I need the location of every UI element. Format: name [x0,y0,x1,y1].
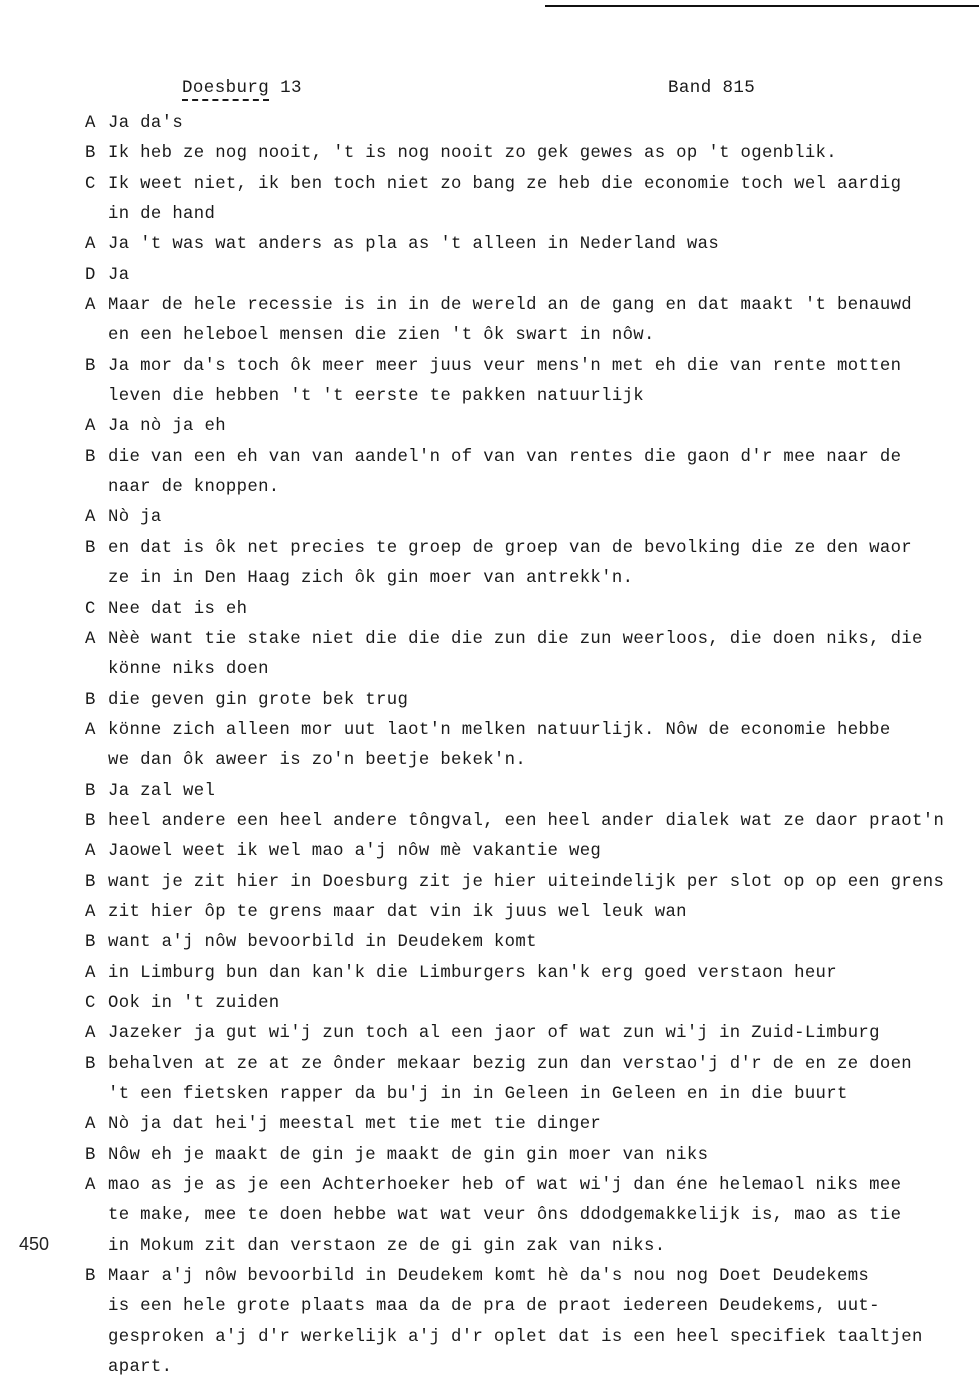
transcript-line [85,1353,965,1383]
transcript-line [85,625,965,655]
transcript-line [85,1201,965,1231]
speaker-label: A [85,1176,96,1196]
speaker-label: A [85,842,96,862]
utterance-text: Maar a'j nôw bevoorbild in Deudekem komt hè da's nou nog Doet Deudekems [108,1267,870,1287]
transcript-line [85,716,965,746]
transcript-line [85,412,965,442]
transcript-line [85,1323,965,1353]
transcript-line [85,1262,965,1292]
transcript-line [85,595,965,625]
transcript [85,109,965,1383]
page-header-left [182,78,302,98]
utterance-text: gesproken a'j d'r werkelijk a'j d'r oplet dat is een heel specifiek taaltjen [108,1327,923,1347]
utterance-text: leven die hebben 't 't eerste te pakken natuurlijk [108,387,645,407]
margin-line-number: 450 [19,1234,50,1254]
speaker-label: A [85,508,96,528]
transcript-line [85,777,965,807]
transcript-line [85,1050,965,1080]
speaker-label: B [85,781,96,801]
speaker-label: A [85,296,96,316]
transcript-line [85,807,965,837]
transcript-line [85,1110,965,1140]
transcript-line [85,321,965,351]
utterance-text: Jaowel weet ik wel mao a'j nôw mè vakantie weg [108,842,602,862]
speaker-label: A [85,235,96,255]
transcript-line [85,534,965,564]
utterance-text: Ja zal wel [108,781,216,801]
speaker-label: B [85,690,96,710]
speaker-label: C [85,599,96,619]
transcript-line [85,230,965,260]
utterance-text: en dat is ôk net precies te groep de groep van de bevolking die ze den waor [108,538,913,558]
transcript-line [85,261,965,291]
transcript-line [85,1232,965,1262]
transcript-line [85,1171,965,1201]
top-rule [545,5,979,7]
utterance-text: want je zit hier in Doesburg zit je hier uiteindelijk per slot op op een grens [108,872,945,892]
transcript-line [85,655,965,685]
transcript-line [85,170,965,200]
transcript-line [85,352,965,382]
speaker-label: A [85,114,96,133]
speaker-label: A [85,720,96,740]
utterance-text: könne zich alleen mor uut laot'n melken natuurlijk. Nôw de economie hebbe [108,720,891,740]
utterance-text: naar de knoppen. [108,478,280,498]
speaker-label: A [85,902,96,922]
speaker-label: A [85,1115,96,1135]
utterance-text: Ik heb ze nog nooit, 't is nog nooit zo gek gewes as op 't ogenblik. [108,144,837,164]
utterance-text: in de hand [108,205,216,225]
transcript-line [85,443,965,473]
transcript-line [85,200,965,230]
speaker-label: B [85,1145,96,1165]
transcript-line [85,109,965,139]
speaker-label: A [85,417,96,437]
speaker-label: B [85,1054,96,1074]
utterance-text: Ja nò ja eh [108,417,226,437]
utterance-text: Nò ja [108,508,162,528]
transcript-line [85,139,965,169]
utterance-text: ze in in Den Haag zich ôk gin moer van antrekk'n. [108,569,634,589]
utterance-text: Ik weet niet, ik ben toch niet zo bang ze heb die economie toch wel aardig [108,174,902,194]
place-number: 13 [280,78,302,98]
transcript-line [85,1292,965,1322]
utterance-text: in Limburg bun dan kan'k die Limburgers kan'k erg goed verstaon heur [108,963,837,983]
utterance-text: Nèè want tie stake niet die die die zun die zun weerloos, die doen niks, die [108,629,923,649]
utterance-text: want a'j nôw bevoorbild in Deudekem komt [108,933,537,953]
utterance-text: Ook in 't zuiden [108,993,280,1013]
speaker-label: B [85,933,96,953]
transcript-line [85,686,965,716]
transcript-line [85,837,965,867]
speaker-label: C [85,174,96,194]
transcript-line [85,928,965,958]
utterance-text: Ja 't was wat anders as pla as 't alleen in Nederland was [108,235,720,255]
utterance-text: Ja da's [108,114,184,133]
transcript-line [85,564,965,594]
speaker-label: B [85,356,96,376]
utterance-text: Nò ja dat hei'j meestal met tie met tie dinger [108,1115,602,1135]
utterance-text: te make, mee te doen hebbe wat wat veur ôns ddodgemakkelijk is, mao as tie [108,1206,902,1226]
utterance-text: die geven gin grote bek trug [108,690,409,710]
transcript-line [85,1141,965,1171]
utterance-text: die van een eh van van aandel'n of van van rentes die gaon d'r mee naar de [108,447,902,467]
place-name: Doesburg [182,78,269,101]
transcript-line [85,868,965,898]
utterance-text: heel andere een heel andere tôngval, een heel ander dialek wat ze daor praot'n [108,811,945,831]
utterance-text: Nôw eh je maakt de gin je maakt de gin gin moer van niks [108,1145,709,1165]
transcript-line [85,1080,965,1110]
transcript-line [85,503,965,533]
utterance-text: mao as je as je een Achterhoeker heb of wat wi'j dan éne helemaol niks mee [108,1176,902,1196]
speaker-label: B [85,872,96,892]
utterance-text: Jazeker ja gut wi'j zun toch al een jaor of wat zun wi'j in Zuid-Limburg [108,1024,880,1044]
transcript-line [85,291,965,321]
band-label: Band 815 [668,78,756,98]
transcript-line [85,989,965,1019]
utterance-text: könne niks doen [108,660,269,680]
speaker-label: A [85,1024,96,1044]
transcript-line [85,473,965,503]
transcript-line [85,898,965,928]
transcript-line [85,382,965,412]
utterance-text: Nee dat is eh [108,599,248,619]
utterance-text: behalven at ze at ze ônder mekaar bezig zun dan verstao'j d'r de en ze doen [108,1054,913,1074]
speaker-label: D [85,265,96,285]
speaker-label: B [85,144,96,164]
transcript-line [85,746,965,776]
speaker-label: A [85,963,96,983]
utterance-text: Maar de hele recessie is in in de wereld an de gang en dat maakt 't benauwd [108,296,913,316]
transcript-line [85,959,965,989]
utterance-text: 't een fietsken rapper da bu'j in in Geleen in Geleen en in die buurt [108,1085,848,1104]
speaker-label: C [85,993,96,1013]
speaker-label: B [85,1267,96,1287]
utterance-text: is een hele grote plaats maa da de pra de praot iedereen Deudekems, uut- [108,1297,880,1317]
transcript-line [85,1019,965,1049]
utterance-text: en een heleboel mensen die zien 't ôk swart in nôw. [108,326,655,346]
utterance-text: we dan ôk aweer is zo'n beetje bekek'n. [108,751,527,771]
utterance-text: in Mokum zit dan verstaon ze de gi gin zak van niks. [108,1236,666,1256]
utterance-text: zit hier ôp te grens maar dat vin ik juus wel leuk wan [108,902,687,922]
utterance-text: Ja mor da's toch ôk meer meer juus veur mens'n met eh die van rente motten [108,356,902,376]
utterance-text: apart. [108,1358,173,1378]
speaker-label: B [85,538,96,558]
utterance-text: Ja [108,265,130,285]
speaker-label: B [85,811,96,831]
speaker-label: B [85,447,96,467]
speaker-label: A [85,629,96,649]
